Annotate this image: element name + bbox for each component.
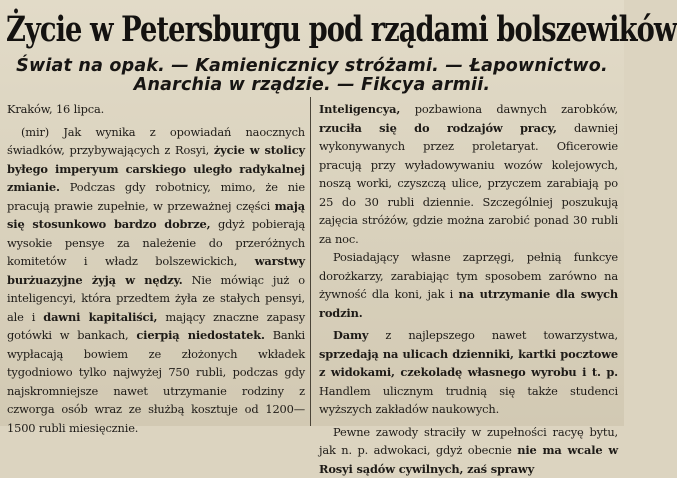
right-paragraph-3: Damy z najlepszego nawet towarzystwa, sprzedają na ulicach dzienniki, kartki pocztowe z widokami, czekoladę własnego wyrobu i t. p. Handlem ulicznym trudnią się także studenci wyższych zakładów naukowych. [319, 326, 618, 419]
subheadline-2: Anarchia w rządzie. — Fikcya armii. [0, 75, 624, 95]
headline: Życie w Petersburgu pod rządami bolszewików [6, 4, 483, 56]
right-paragraph-2: Posiadający własne zaprzęgi, pełnią funkcye dorożkarzy, zarabiając tym sposobem zarówno na żywność dla koni, jak i na utrzymanie dla swych rodzin. [319, 248, 618, 322]
column-divider [310, 97, 311, 426]
right-paragraph-4: Pewne zawody straciły w zupełności racyę bytu, jak n. p. adwokaci, gdyż obecnie nie ma wcale w Rosyi sądów cywilnych, zaś sprawy [319, 423, 618, 478]
left-column [7, 100, 305, 437]
dateline: Kraków, 16 lipca. [7, 100, 305, 119]
subheadline-1: Świat na opak. — Kamienicznicy stróżami. — Łapownictwo. [0, 56, 624, 76]
right-column [319, 100, 618, 478]
left-paragraph: (mir) Jak wynika z opowiadań naocznych świadków, przybywających z Rosyi, życie w stolicy byłego imperyum carskiego uległo radykalnej zmianie. Podczas gdy robotnicy, mimo, że nie pracują prawie zupełnie, w przeważnej części mają się stosunkowo bardzo dobrze, gdyż pobierają wysokie pensye za należenie do przeróżnych komitetów i władz bolszewickich, warstwy burżuazyjne żyją w nędzy. Nie mówiąc już o inteligencyi, która przedtem żyła ze stałych pensyi, ale i dawni kapitaliści, mający znaczne zapasy gotówki w bankach, cierpią niedostatek. Banki wypłacają bowiem ze złożonych wkładek tygodniowo tylko najwyżej 750 rubli, podczas gdy najskromniejsze nawet utrzymanie rodziny z czworga osób wraz ze służbą kosztuje od 1200—1500 rubli miesięcznie. [7, 123, 305, 438]
right-paragraph-1: Inteligencya, pozbawiona dawnych zarobków, rzuciła się do rodzajów pracy, dawniej wykonywanych przez proletaryat. Oficerowie pracują przy wyładowywaniu wozów kolejowych, noszą worki, czyszczą ulice, przyczem zarabiają po 25 do 30 rubli dziennie. Szczególniej poszukują zajęcia stróżów, gdzie można zarobić ponad 30 rubli za noc. [319, 100, 618, 248]
